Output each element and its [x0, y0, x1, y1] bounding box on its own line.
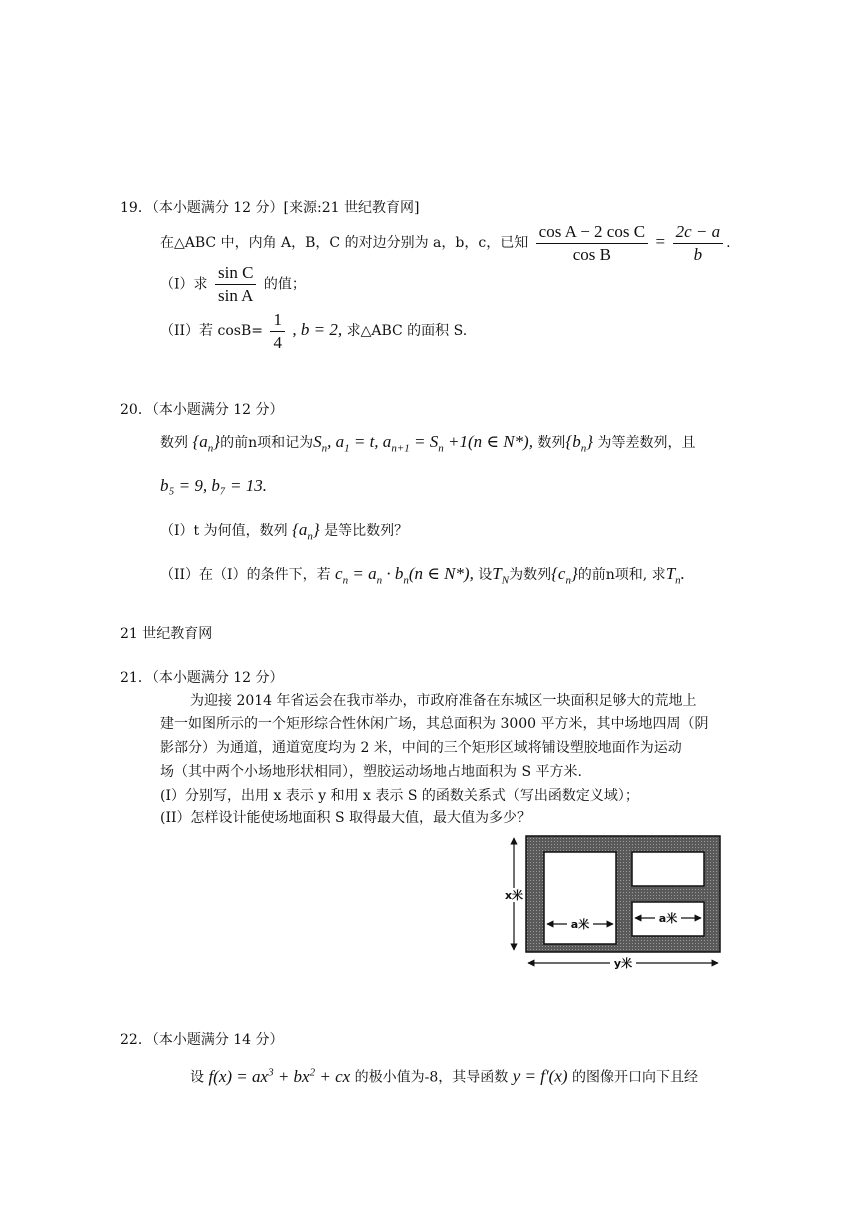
q19-part2-fraction — [270, 309, 285, 354]
q21-number: 21． — [120, 670, 152, 686]
q22-line1-a: 设 — [190, 1069, 204, 1086]
q22-header: （本小题满分 14 分） — [151, 1032, 284, 1048]
q19-number: 19． — [120, 200, 152, 216]
q19-given-lhs — [536, 221, 648, 266]
q20-part2-d: 的前n项和, 求 — [577, 567, 666, 583]
label-x: x米 — [504, 889, 524, 902]
label-a-left: a米 — [570, 918, 590, 931]
q20-line1-a: 数列 — [160, 435, 188, 451]
q19-part1 — [160, 262, 306, 306]
small-field-top — [632, 852, 704, 886]
q21-part2: (II）怎样设计能使场地面积 S 取得最大值，最大值为多少？ — [160, 810, 532, 826]
q20-nstar-1: N* — [503, 432, 524, 451]
label-a-right: a米 — [658, 912, 678, 925]
q20-part1-b: 是等比数列？ — [324, 523, 409, 539]
q22-heading — [120, 1030, 284, 1050]
q21-part1: (I）分别写，出用 x 表示 y 和用 x 表示 S 的函数关系式（写出函数定义域）； — [160, 788, 639, 804]
q22-line1-b: 的极小值为-8，其导函数 — [354, 1069, 509, 1086]
q20-part2-c: 为数列 — [509, 567, 552, 583]
q21-para-line-4: 场（其中两个小场地形状相同），塑胶运动场地占地面积为 S 平方米. — [160, 764, 582, 780]
q19-part2-den: 4 — [273, 332, 282, 352]
q19-part2-mid: , b = 2, — [292, 320, 343, 339]
q20-line1-c: 数列 — [537, 435, 566, 451]
q22-line1-c: 的图像开口向下且经 — [571, 1069, 698, 1086]
q20-line1: 数列 $\{a_n\}$的前n项和记为$S_n$, $a_1 = t$, $a_{n+1} = S_n +1(n$ ∈ N*), 数列$\{b_n\}$ 为等差数列，且 — [160, 432, 696, 455]
q22-line1: 设 $f(x) = ax^3 + bx^2$ + cx 的极小值为-8，其导函数 y = f′(x) 的图像开口向下且经 — [190, 1066, 698, 1086]
q21-heading — [120, 668, 284, 688]
q19-part2-prefix: （II）若 cosB= — [160, 323, 263, 339]
q20-header: （本小题满分 12 分） — [151, 402, 284, 418]
q19-heading — [120, 198, 419, 218]
q21-para-line-3: 影部分）为通道，通道宽度均为 2 米，中间的三个矩形区域将铺设塑胶地面作为运动 — [160, 740, 682, 756]
q21-para-line-1: 为迎接 2014 年省运会在我市举办，市政府准备在东城区一块面积足够大的荒地上 — [190, 693, 697, 709]
q20-part2-b: 设 — [478, 567, 493, 583]
q20-nstar-2: N* — [444, 564, 464, 583]
q21-header: （本小题满分 12 分） — [151, 670, 284, 686]
q19-part2 — [160, 308, 467, 352]
q20-line2: b₅ = 9, b₇ = 13. — [160, 476, 268, 495]
q19-given-rhs-den: b — [693, 244, 703, 264]
q19-part1-prefix: （I）求 — [160, 276, 208, 293]
label-y: y米 — [613, 957, 633, 970]
q20-part1-a: （I）t 为何值，数列 — [160, 523, 288, 539]
q20-heading — [120, 400, 284, 420]
q20-number: 20． — [120, 402, 152, 418]
q20-line1-b: 的前n项和记为 — [220, 435, 314, 451]
q19-given-lhs-num: cos A − 2 cos C — [536, 221, 648, 244]
q19-stem: 在△ABC 中，内角 A，B，C 的对边分别为 a，b，c，已知 $\frac{\text{cos A − 2 cos C}}{\text{cos B}}$ = $\frac{2c - a}{b}$ . — [160, 221, 731, 264]
q19-part1-suffix: 的值； — [263, 276, 306, 293]
q19-part2-suffix: 求△ABC 的面积 S. — [346, 323, 468, 339]
watermark-line: 21 世纪教育网 — [120, 626, 213, 642]
q22-number: 22． — [120, 1032, 152, 1048]
q20-part2: （II）在（I）的条件下，若 $c_n = a_n \cdot b_n(n$ ∈ N*), 设$T_N$为数列$\{c_n\}$的前n项和, 求$T_n$. — [160, 564, 685, 587]
q19-part1-fraction — [215, 262, 256, 307]
q21-figure — [500, 832, 726, 974]
q19-given-rhs-num: 2c − a — [673, 221, 724, 244]
q20-line1-d: 为等差数列，且 — [597, 435, 696, 451]
q19-given-rhs — [673, 221, 724, 266]
q19-part2-num: 1 — [270, 309, 285, 332]
q20-part1: （I）t 为何值，数列 $\{a_n\}$ 是等比数列？ — [160, 520, 409, 543]
q19-part1-den: sin A — [217, 286, 254, 305]
q19-stem-text: 在△ABC 中，内角 A，B，C 的对边分别为 a，b，c，已知 — [160, 235, 529, 251]
q19-given-lhs-den: cos B — [572, 244, 611, 264]
q19-header: （本小题满分 12 分）[来源:21 世纪教育网] — [151, 200, 420, 216]
q20-part2-a: （II）在（I）的条件下，若 — [160, 567, 331, 583]
q21-para-line-2: 建一如图所示的一个矩形综合性休闲广场，其总面积为 3000 平方米，其中场地四周（阴 — [160, 716, 709, 732]
q19-part1-num: sin C — [215, 262, 256, 285]
